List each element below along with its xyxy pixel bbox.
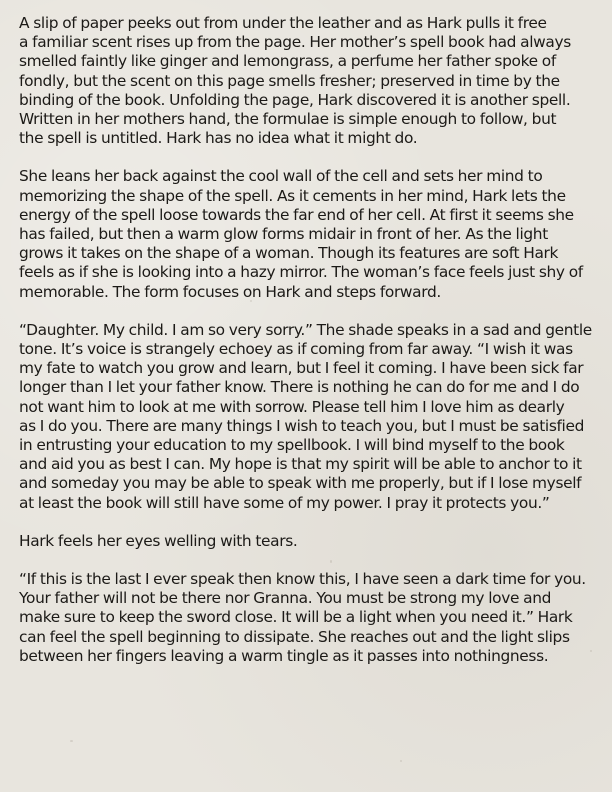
- text-line: grows it takes on the shape of a woman. Though its features are soft Hark: [19, 244, 559, 263]
- text-line: tone. It’s voice is strangely echoey as if coming from far away. “I wish it was: [19, 340, 573, 359]
- text-line: in entrusting your education to my spellbook. I will bind myself to the book: [19, 436, 565, 455]
- text-line: as I do you. There are many things I wish to teach you, but I must be satisfied: [19, 416, 585, 435]
- story-text: [19, 14, 599, 685]
- text-line: smelled faintly like ginger and lemongrass, a perfume her father spoke of: [19, 52, 556, 71]
- text-line: Your father will not be there nor Granna. You must be strong my love and: [19, 589, 552, 608]
- paragraph-3: [19, 321, 599, 513]
- text-line: memorizing the shape of the spell. As it cements in her mind, Hark lets the: [19, 186, 566, 205]
- text-line: binding of the book. Unfolding the page, Hark discovered it is another spell.: [19, 90, 571, 109]
- text-line: a familiar scent rises up from the page. Her mother’s spell book had always: [19, 33, 571, 52]
- paragraph-4: [19, 532, 599, 551]
- text-line: between her fingers leaving a warm tingle as it passes into nothingness.: [19, 646, 549, 665]
- text-line: “If this is the last I ever speak then know this, I have seen a dark time for you.: [19, 570, 586, 589]
- text-line: memorable. The form focuses on Hark and steps forward.: [19, 282, 441, 301]
- text-line: the spell is untitled. Hark has no idea what it might do.: [19, 129, 418, 148]
- text-line: “Daughter. My child. I am so very sorry.” The shade speaks in a sad and gentle: [19, 320, 592, 339]
- text-line: fondly, but the scent on this page smells fresher; preserved in time by the: [19, 71, 560, 90]
- text-line: A slip of paper peeks out from under the leather and as Hark pulls it free: [19, 14, 547, 32]
- paragraph-2: [19, 167, 599, 301]
- text-line: can feel the spell beginning to dissipate. She reaches out and the light slips: [19, 627, 570, 646]
- text-line: Hark feels her eyes welling with tears.: [19, 531, 298, 550]
- text-line: at least the book will still have some of my power. I pray it protects you.”: [19, 493, 550, 512]
- text-line: energy of the spell loose towards the far end of her cell. At first it seems she: [19, 205, 574, 224]
- text-line: and aid you as best I can. My hope is that my spirit will be able to anchor to it: [19, 455, 582, 474]
- text-line: Written in her mothers hand, the formulae is simple enough to follow, but: [19, 110, 557, 129]
- text-line: She leans her back against the cool wall of the cell and sets her mind to: [19, 167, 543, 186]
- text-line: feels as if she is looking into a hazy mirror. The woman’s face feels just shy of: [19, 263, 583, 282]
- text-line: my fate to watch you grow and learn, but I feel it coming. I have been sick far: [19, 359, 584, 378]
- text-line: longer than I let your father know. There is nothing he can do for me and I do: [19, 378, 580, 397]
- paragraph-5: [19, 570, 599, 666]
- paragraph-1: [19, 14, 599, 148]
- text-line: and someday you may be able to speak with me properly, but if I lose myself: [19, 474, 582, 493]
- text-line: has failed, but then a warm glow forms midair in front of her. As the light: [19, 225, 548, 244]
- text-line: make sure to keep the sword close. It will be a light when you need it.” Hark: [19, 608, 573, 627]
- text-line: not want him to look at me with sorrow. Please tell him I love him as dearly: [19, 397, 565, 416]
